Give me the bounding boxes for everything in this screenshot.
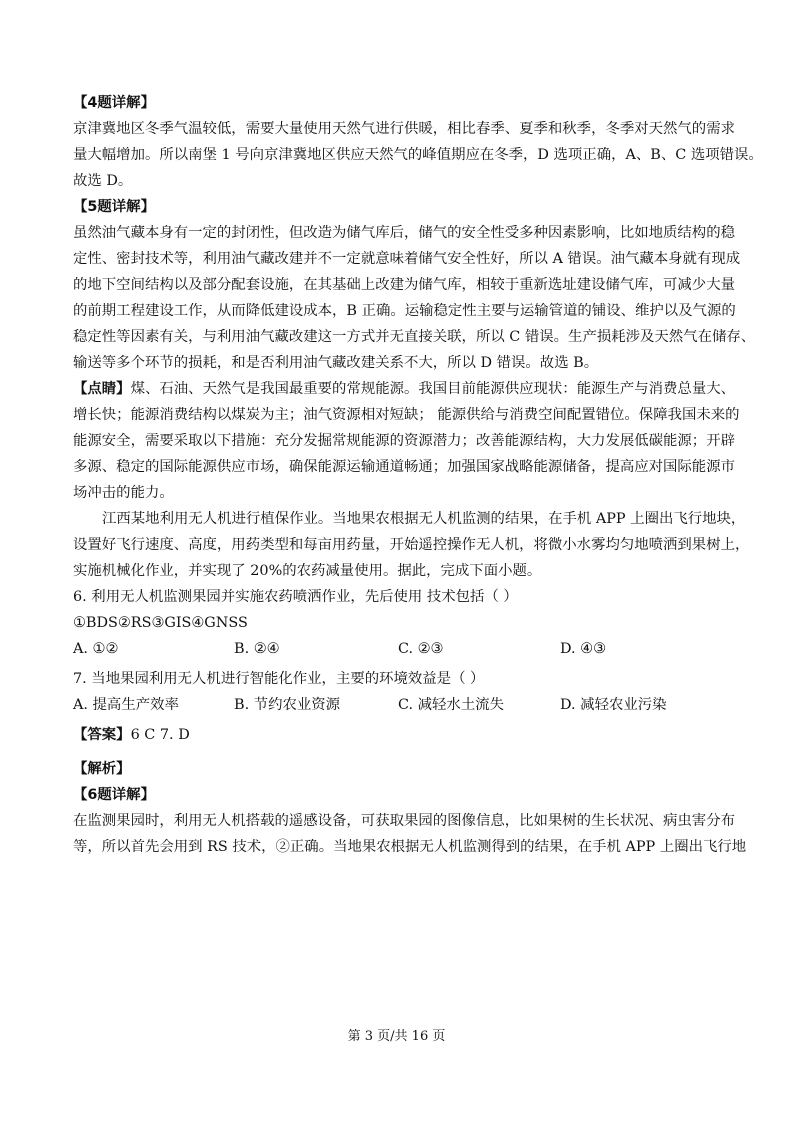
line-text: 6 C 7. D bbox=[130, 727, 190, 743]
answer-option: C. 减轻水土流失 bbox=[398, 697, 504, 713]
text-line: 设置好飞行速度、高度，用药类型和每亩用药量，开始遥控操作无人机，将微小水雾均匀地喷洒到果树上， bbox=[73, 537, 750, 553]
text-line: 6. 利用无人机监测果园并实施农药喷洒作业，先后使用 技术包括（ ） bbox=[73, 589, 518, 605]
section-heading: 【6题详解】 bbox=[73, 787, 155, 803]
text-line: 京津冀地区冬季气温较低，需要大量使用天然气进行供暖，相比春季、夏季和秋季，冬季对天然气的需求 bbox=[73, 121, 735, 137]
answer-option: A. 提高生产效率 bbox=[73, 697, 179, 713]
answer-option: D. ④③ bbox=[560, 641, 606, 657]
answer-option: B. 节约农业资源 bbox=[234, 697, 341, 713]
text-line bbox=[73, 454, 735, 480]
text-line: 虽然油气藏本身有一定的封闭性，但改造为储气库后，储气的安全性受多种因素影响，比如地质结构的稳 bbox=[73, 225, 735, 241]
text-line: 稳定性等因素有关，与利用油气藏改建这一方式并无直接关联，所以 C 错误。生产损耗涉及天然气在储存、 bbox=[73, 329, 756, 345]
text-line: 7. 当地果园利用无人机进行智能化作业，主要的环境效益是（ ） bbox=[73, 671, 485, 687]
section-heading: 【4题详解】 bbox=[73, 95, 155, 111]
line-text: 增长快；能源消费结构以煤炭为主；油气资源相对短缺； 能源供给与消费空间配置错位。保障我国未来的 bbox=[73, 407, 740, 423]
section-heading: 【5题详解】 bbox=[73, 199, 155, 215]
inline-heading: 【答案】 bbox=[73, 727, 131, 743]
text-line: 在监测果园时，利用无人机搭载的遥感设备，可获取果园的图像信息，比如果树的生长状况、病虫害分布 bbox=[73, 813, 735, 829]
text-line bbox=[73, 722, 723, 748]
text-line: 输送等多个环节的损耗，和是否利用油气藏改建关系不大，所以 D 错误。故选 B。 bbox=[73, 355, 599, 371]
text-line: 实施机械化作业，并实现了 20%的农药减量使用。据此，完成下面小题。 bbox=[73, 563, 542, 579]
text-line bbox=[73, 376, 735, 402]
text-line: 量大幅增加。所以南堡 1 号向京津冀地区供应天然气的峰值期应在冬季，D 选项正确，A、B、C 选项错误。 bbox=[73, 147, 763, 163]
line-text: 能源安全，需要采取以下措施：充分发掘常规能源的资源潜力；改善能源结构，大力发展低碳能源；开辟 bbox=[73, 433, 735, 449]
text-line: 江西某地利用无人机进行植保作业。当地果农根据无人机监测的结果，在手机 APP 上圈出飞行地块， bbox=[102, 511, 746, 527]
text-line bbox=[73, 428, 735, 454]
section-heading: 【解析】 bbox=[73, 761, 131, 777]
page-content bbox=[73, 90, 763, 860]
inline-heading: 【点睛】 bbox=[73, 381, 131, 397]
text-line bbox=[73, 480, 723, 506]
text-line: 定性、密封技术等，利用油气藏改建并不一定就意味着储气安全性好，所以 A 错误。油气藏本身就有现成 bbox=[73, 251, 741, 267]
option-row bbox=[73, 636, 723, 666]
line-text: 多源、稳定的国际能源供应市场，确保能源运输通道畅通；加强国家战略能源储备，提高应对国际能源市 bbox=[73, 459, 735, 475]
text-line: 的前期工程建设工作，从而降低建设成本，B 正确。运输稳定性主要与运输管道的铺设、维护以及气源的 bbox=[73, 303, 736, 319]
text-line: 的地下空间结构以及部分配套设施，在其基础上改建为储气库，相较于重新选址建设储气库，可减少大量 bbox=[73, 277, 735, 293]
option-row bbox=[73, 692, 723, 722]
text-line bbox=[73, 402, 740, 428]
text-line: ①BDS②RS③GIS④GNSS bbox=[73, 615, 248, 631]
page-footer: 第 3 页/共 16 页 bbox=[347, 1029, 446, 1044]
answer-option: C. ②③ bbox=[398, 641, 444, 657]
line-text: 煤、石油、天然气是我国最重要的常规能源。我国目前能源供应现状：能源生产与消费总量大、 bbox=[130, 381, 735, 397]
text-line: 等，所以首先会用到 RS 技术，②正确。当地果农根据无人机监测得到的结果，在手机 APP 上圈出飞行地 bbox=[73, 839, 747, 855]
answer-option: D. 减轻农业污染 bbox=[560, 697, 667, 713]
answer-option: B. ②④ bbox=[234, 641, 280, 657]
answer-option: A. ①② bbox=[73, 641, 119, 657]
text-line: 故选 D。 bbox=[73, 173, 133, 189]
spacer bbox=[73, 748, 723, 756]
line-text: 场冲击的能力。 bbox=[73, 485, 174, 501]
